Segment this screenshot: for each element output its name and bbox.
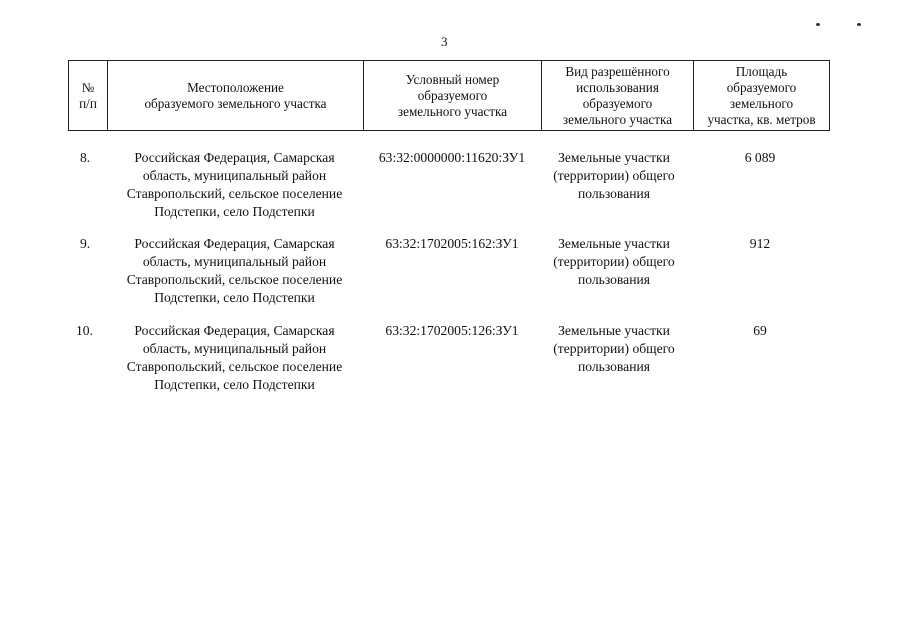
header-line: образуемого земельного участка bbox=[144, 95, 327, 111]
header-line: Площадь bbox=[735, 64, 788, 79]
header-line: участка, кв. метров bbox=[707, 112, 816, 127]
page-number: 3 bbox=[441, 34, 448, 49]
header-use bbox=[542, 61, 694, 131]
row-cadastral-number: 63:32:1702005:162:ЗУ1 bbox=[385, 236, 519, 251]
row-permitted-use bbox=[540, 322, 688, 376]
row-number: 8. bbox=[80, 150, 91, 165]
use-line: Земельные участки bbox=[558, 150, 670, 165]
use-line: Земельные участки bbox=[558, 236, 670, 251]
header-area bbox=[694, 61, 830, 131]
location-line: Подстепки, село Подстепки bbox=[154, 377, 315, 392]
scan-speck bbox=[816, 23, 820, 26]
row-permitted-use bbox=[540, 149, 688, 203]
row-number: 10. bbox=[76, 323, 93, 338]
location-line: Ставропольский, сельское поселение bbox=[126, 272, 343, 287]
use-line: (территории) общего bbox=[553, 254, 675, 269]
row-location bbox=[107, 235, 362, 307]
use-line: (территории) общего bbox=[553, 341, 675, 356]
header-line: п/п bbox=[79, 95, 97, 111]
header-line: земельного участка bbox=[397, 103, 508, 119]
header-line: образуемого bbox=[726, 80, 797, 95]
location-line: область, муниципальный район bbox=[142, 168, 327, 183]
table-header bbox=[68, 60, 830, 131]
use-line: пользования bbox=[577, 272, 651, 287]
location-line: Подстепки, село Подстепки bbox=[154, 204, 315, 219]
location-line: область, муниципальный район bbox=[142, 341, 327, 356]
use-line: (территории) общего bbox=[553, 168, 675, 183]
header-line: Местоположение bbox=[187, 79, 284, 95]
location-line: Ставропольский, сельское поселение bbox=[126, 359, 343, 374]
header-location bbox=[108, 61, 364, 131]
location-line: Российская Федерация, Самарская bbox=[134, 236, 335, 251]
header-line: использования bbox=[576, 80, 659, 95]
header-number bbox=[69, 61, 108, 131]
row-permitted-use bbox=[540, 235, 688, 289]
use-line: пользования bbox=[577, 359, 651, 374]
header-line: № bbox=[81, 79, 95, 95]
header-cadastral bbox=[364, 61, 542, 131]
row-location bbox=[107, 149, 362, 221]
header-line: Условный номер bbox=[405, 71, 500, 87]
location-line: Подстепки, село Подстепки bbox=[154, 290, 315, 305]
row-cadastral-number: 63:32:0000000:11620:ЗУ1 bbox=[378, 150, 526, 165]
row-number: 9. bbox=[80, 236, 91, 251]
header-line: образуемого bbox=[417, 87, 488, 103]
row-area: 6 089 bbox=[744, 150, 776, 165]
scan-speck bbox=[857, 23, 861, 26]
location-line: область, муниципальный район bbox=[142, 254, 327, 269]
header-line: земельного bbox=[729, 96, 794, 111]
location-line: Ставропольский, сельское поселение bbox=[126, 186, 343, 201]
row-location bbox=[107, 322, 362, 394]
row-cadastral-number: 63:32:1702005:126:ЗУ1 bbox=[385, 323, 519, 338]
use-line: Земельные участки bbox=[558, 323, 670, 338]
row-area: 69 bbox=[753, 323, 767, 338]
header-line: образуемого bbox=[582, 96, 653, 111]
row-area: 912 bbox=[749, 236, 771, 251]
location-line: Российская Федерация, Самарская bbox=[134, 323, 335, 338]
header-line: Вид разрешённого bbox=[565, 64, 670, 79]
header-line: земельного участка bbox=[562, 112, 673, 127]
location-line: Российская Федерация, Самарская bbox=[134, 150, 335, 165]
use-line: пользования bbox=[577, 186, 651, 201]
